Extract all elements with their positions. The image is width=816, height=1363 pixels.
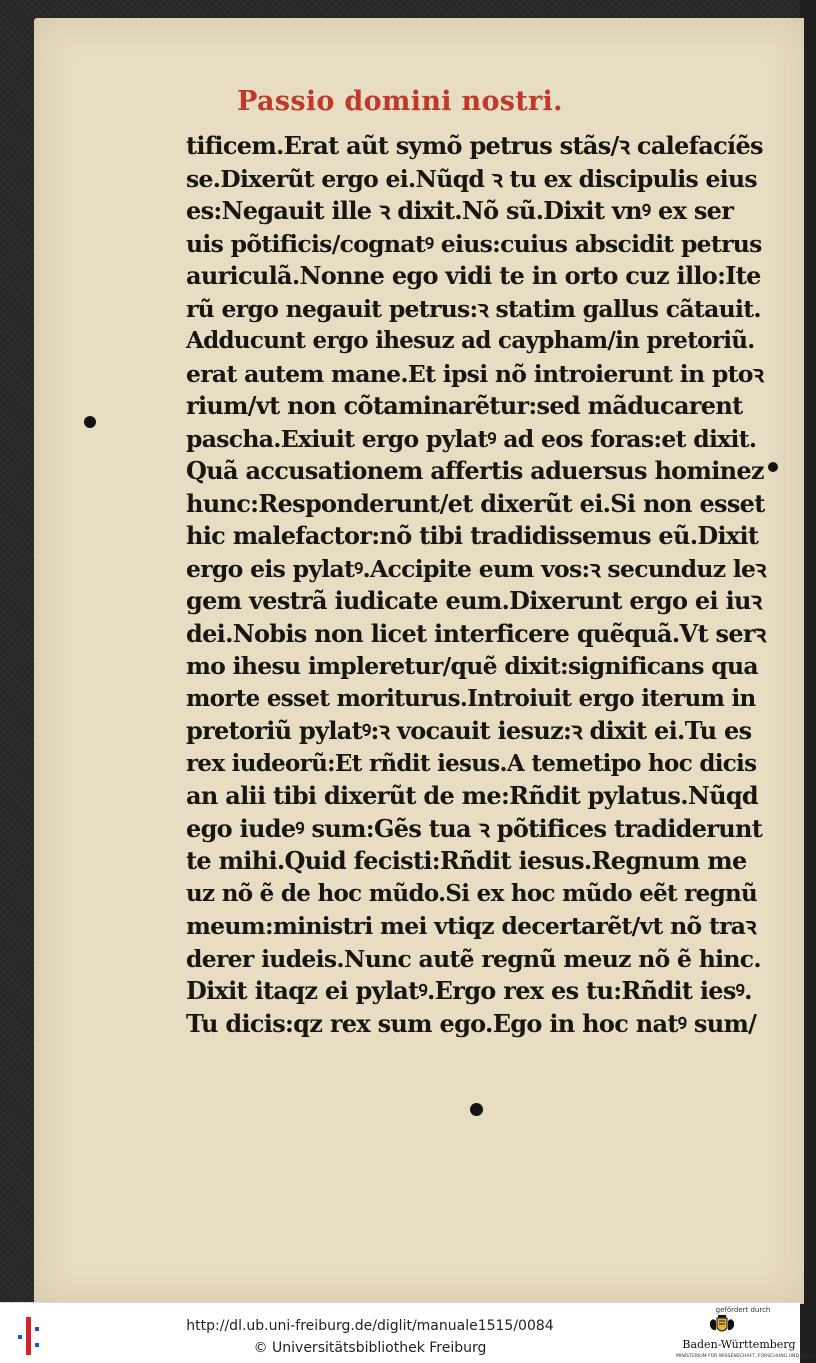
- text-line: an alii tibi dixerũt de me:Rñdit pylatus.Nũqd: [186, 781, 758, 810]
- baden-wuerttemberg-coat-of-arms-icon: [708, 1314, 736, 1338]
- text-line: uz nõ ẽ de hoc mũdo.Si ex hoc mũdo eẽt regnũ: [186, 879, 758, 907]
- text-line: meum:ministri mei vtiqz decertarẽt/vt nõ traꝛ: [186, 912, 756, 940]
- running-head: Passio domini nostri.: [237, 86, 563, 117]
- text-line: tificem.Erat aũt symõ petrus stãs/ꝛ calefacíẽs: [186, 131, 763, 160]
- text-line: Adducunt ergo ihesuz ad caypham/in pretoriũ.: [186, 327, 755, 354]
- text-line: rium/vt non cõtaminarẽtur:sed mãducarent: [186, 391, 743, 420]
- text-line: derer iudeis.Nunc autẽ regnũ meuz nõ ẽ hinc.: [186, 944, 761, 973]
- text-line: ergo eis pylatꝰ.Accipite eum vos:ꝛ secunduz leꝛ: [186, 554, 766, 583]
- text-line: mo ihesu impleretur/quẽ dixit:significans qua: [186, 652, 758, 680]
- text-line: rex iudeorũ:Et rñdit iesus.A temetipo hoc dicis: [186, 749, 757, 777]
- page-url[interactable]: http://dl.ub.uni-freiburg.de/diglit/manuale1515/0084: [186, 1318, 554, 1334]
- text-line: Tu dicis:qz rex sum ego.Ego in hoc natꝰ sum/: [186, 1008, 757, 1038]
- ink-dot: [84, 416, 96, 428]
- text-line: hic malefactor:nõ tibi tradidissemus eũ.Dixit: [186, 521, 759, 550]
- body-text: [186, 130, 766, 1040]
- text-line: dei.Nobis non licet interficere quẽquã.Vt serꝛ: [186, 618, 766, 648]
- ink-dot: [470, 1103, 483, 1116]
- text-line: pretoriũ pylatꝰ:ꝛ vocauit iesuz:ꝛ dixit ei.Tu es: [186, 716, 752, 745]
- text-line: uis põtificis/cognatꝰ eius:cuius abscidit petrus: [186, 229, 762, 258]
- text-line: es:Negauit ille ꝛ dixit.Nõ sũ.Dixit vnꝰ ex ser: [186, 196, 734, 225]
- sponsor-label: gefördert durch: [715, 1306, 771, 1314]
- text-line: hunc:Responderunt/et dixerũt ei.Si non esset: [186, 488, 765, 518]
- text-line: rũ ergo negauit petrus:ꝛ statim gallus cãtauit.: [186, 294, 761, 323]
- viewer-footer: [0, 1302, 816, 1363]
- text-line: Quã accusationem affertis aduersus hominez: [186, 456, 764, 485]
- text-line: te mihi.Quid fecisti:Rñdit iesus.Regnum me: [186, 846, 747, 875]
- university-library-logo-icon: [14, 1313, 44, 1357]
- ink-dot: [768, 462, 778, 472]
- sponsor-ministry: MINISTERIUM FÜR WISSENSCHAFT, FORSCHUNG UND KUNST: [676, 1354, 816, 1359]
- text-line: gem vestrã iudicate eum.Dixerunt ergo ei iuꝛ: [186, 586, 762, 615]
- text-line: pascha.Exiuit ergo pylatꝰ ad eos foras:et dixit.: [186, 424, 757, 453]
- copyright-notice: © Universitätsbibliothek Freiburg: [253, 1340, 487, 1356]
- sponsor-name: Baden-Württemberg: [682, 1338, 796, 1351]
- text-line: ego iudeꝰ sum:Gẽs tua ꝛ põtifices tradiderunt: [186, 813, 763, 843]
- text-line: se.Dixerũt ergo ei.Nũqd ꝛ tu ex discipulis eius: [186, 164, 757, 193]
- text-line: auriculã.Nonne ego vidi te in orto cuz illo:Ite: [186, 261, 761, 290]
- text-line: morte esset moriturus.Introiuit ergo iterum in: [186, 684, 756, 712]
- text-line: Dixit itaqz ei pylatꝰ.Ergo rex es tu:Rñdit iesꝰ.: [186, 976, 752, 1005]
- text-line: erat autem mane.Et ipsi nõ introierunt in ptoꝛ: [186, 359, 764, 388]
